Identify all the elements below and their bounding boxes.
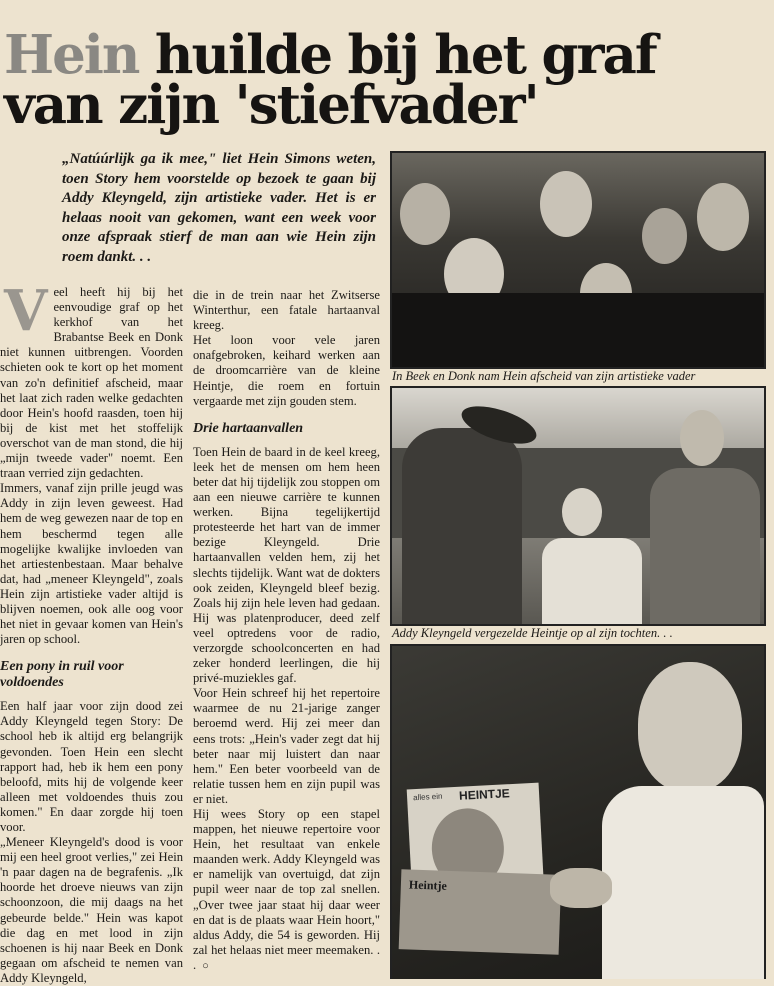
man-coat bbox=[650, 468, 760, 624]
man-shirt bbox=[602, 786, 764, 979]
record-sleeve-2 bbox=[399, 869, 562, 955]
headline-line2: van zijn 'stiefvader' bbox=[4, 74, 538, 136]
photo-funeral-group bbox=[390, 151, 766, 369]
boy-face bbox=[562, 488, 602, 536]
column2-subheading: Drie hartaanvallen bbox=[193, 420, 304, 436]
person-figure bbox=[402, 428, 522, 624]
column1-paragraph-1: eel heeft hij bij het eenvoudige graf op het kerkhof van het Brabantse Beek en Donk niet kunnen uitbrengen. Voorden schieten ook te kort op het moment van zo'n definitief afscheid, maar het laat zich raden welke gedachten door Hein's hoofd raasden, toen hij bij de kist met het stoffelijk overschot van de man stond, die hij „mijn tweede vader" noemt. Een traan verried zijn gedachten. bbox=[0, 285, 183, 481]
column2-paragraph-4: Voor Hein schreef hij het repertoire waarmee de nu 21-jarige zanger beroemd werd. Hij zei meer dan eens trots: „Hein's vader zegt dat hij beter naar mij luistert dan naar hem." Een beter voorbeeld van de relatie tussen hem en zijn pupil was er niet. bbox=[193, 686, 380, 806]
end-mark: ○ bbox=[202, 959, 209, 972]
column2-paragraph-2: Het loon voor vele jaren onafgebroken, keihard werken aan de droomcarrière van de kleine Heintje, die roem en fortuin vergaarde met zijn gouden stem. bbox=[193, 333, 380, 408]
headline-rest: huilde bij het graf bbox=[154, 24, 656, 86]
photo-addy-records bbox=[390, 644, 766, 979]
column2-paragraph-1: die in de trein naar het Zwitserse Winterthur, een fatale hartaanval kreeg. bbox=[193, 288, 380, 333]
record-sleeve-2-title: Heintje bbox=[408, 877, 448, 893]
column2-paragraph-3: Toen Hein de baard in de keel kreeg, leek het de mensen om hem heen beter dat hij tijdelijk zou stoppen om aan een nieuwe carrière te kunnen werken. Bijna tegelijkertijd protesteerde het hart van de immer bezige Kleyngeld. Drie hartaanvallen velden hem, zij het slechts tijdelijk. Want wat de dokters ook zeiden, Kleyngeld bleef bezig. Zoals hij zijn hele leven had gedaan. Hij was platenproducer, deed zelf veel optredens voor de radio, verzorgde schoolconcerten en had zeker honderd leerlingen, die hij privé-muziekles gaf. bbox=[193, 444, 380, 686]
person-figure bbox=[540, 171, 592, 237]
column1-subheading: Een pony in ruil voor voldoendes bbox=[0, 659, 124, 691]
article-column-1 bbox=[0, 278, 183, 986]
record-sleeve-small-text: alles ein bbox=[412, 791, 443, 803]
hand bbox=[550, 868, 612, 908]
man-face bbox=[680, 410, 724, 466]
column2-paragraph-5-text: Hij wees Story op een stapel mappen, het nieuwe repertoire voor Hein, het resultaat van enkele maanden werk. Addy Kleyngeld was er namelijk van overtuigd, dat zijn pupil weer naar de top zal snellen. „Over twee jaar staat hij daar weer en dat is de plaats waar Hein hoort," aldus Addy, die 54 is geworden. Hij zal het helaas niet meer meemaken. . . bbox=[193, 807, 380, 972]
person-figure bbox=[697, 183, 749, 251]
column1-paragraph-3: Een half jaar voor zijn dood zei Addy Kleyngeld tegen Story: De school heb ik altijd erg belangrijk gevonden. Toen Hein een slecht rapport had, heb ik hem een pony beloofd, mits hij de volgende keer alleen met voldoendes thuis zou komen." En daar zorgde hij toen voor. bbox=[0, 699, 183, 834]
person-figure bbox=[392, 293, 764, 367]
column1-paragraph-2: Immers, vanaf zijn prille jeugd was Addy in zijn leven geweest. Had hem de weg gewezen naar de top en hem beschermd tegen alle mogelijke kwalijke invloeden van het artiestenbestaan. Maar behalve dat, had „meneer Kleyngeld", zoals Hein zijn artistieke vader altijd is blijven noemen, ook alle oog voor het niet in gevaar komen van Hein's jaren op school. bbox=[0, 481, 183, 647]
article-intro: „Natúúrlijk ga ik mee," liet Hein Simons weten, toen Story hem voorstelde op bezoek te gaan bij Addy Kleyngeld, zijn artistieke vader. Het is er helaas nooit van gekomen, want een week voor onze afspraak stierf de man aan wie Hein zijn roem dankt. . . bbox=[62, 151, 376, 265]
drop-cap: V bbox=[4, 278, 48, 344]
article-column-2 bbox=[193, 288, 380, 974]
headline-name: Hein bbox=[4, 24, 139, 86]
boy-coat bbox=[542, 538, 642, 624]
photo-addy-heintje bbox=[390, 386, 766, 626]
photo2-caption: Addy Kleyngeld vergezelde Heintje op al zijn tochten. . . bbox=[392, 626, 673, 640]
person-figure bbox=[400, 183, 450, 245]
record-sleeve-title: HEINTJE bbox=[458, 786, 511, 803]
man-face bbox=[638, 662, 742, 792]
column2-paragraph-5 bbox=[193, 807, 380, 974]
photo1-caption: In Beek en Donk nam Hein afscheid van zijn artistieke vader bbox=[392, 369, 696, 383]
person-figure bbox=[642, 208, 687, 264]
column1-paragraph-4: „Meneer Kleyngeld's dood is voor mij een heel groot verlies," zei Hein 'n paar dagen na de begrafenis. „Ik hoorde het droeve nieuws van zijn schoonzoon, die mij daags na het gebeurde belde." Hein was kapot die dag en met lood in zijn schoenen is hij naar Beek en Donk gegaan om afscheid te nemen van Addy Kleyngeld, bbox=[0, 835, 183, 985]
article-headline bbox=[4, 24, 774, 136]
